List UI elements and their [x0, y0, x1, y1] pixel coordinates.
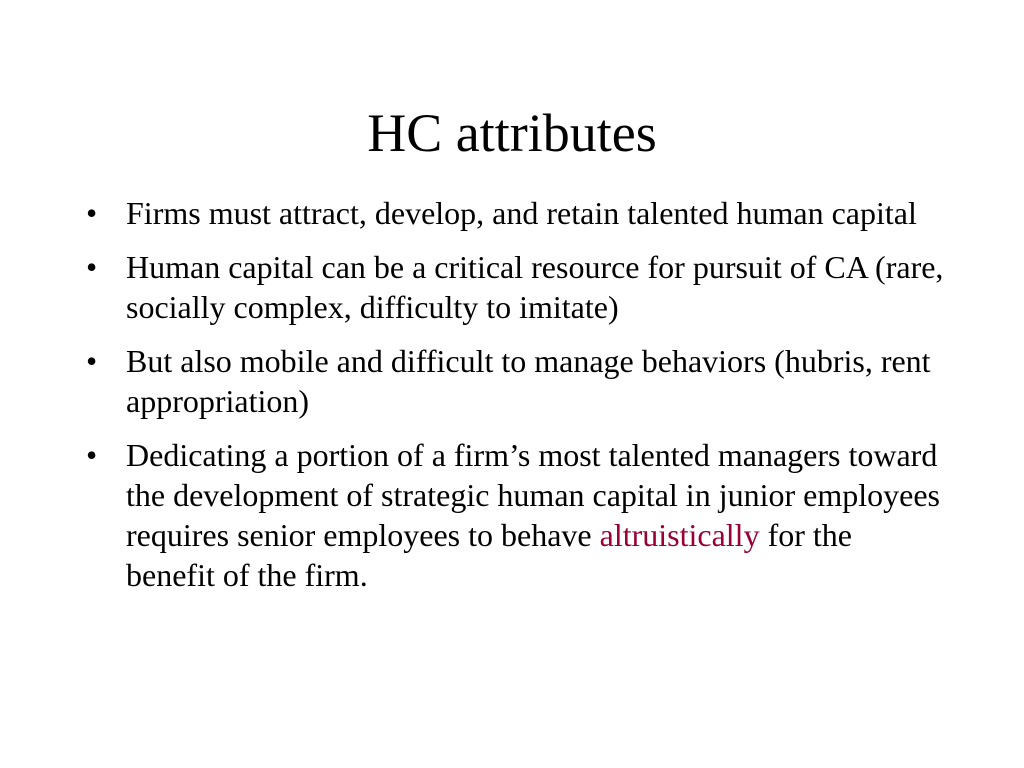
bullet-text: Human capital can be a critical resource for pursuit of CA (rare, socially complex, difficulty to imitate) — [126, 249, 944, 325]
bullet-text — [126, 437, 940, 593]
bullet-list — [86, 193, 946, 609]
bullet-item — [86, 193, 946, 233]
bullet-text-before: Dedicating a portion of a firm’s most talented managers toward the development of strategic human capital in junior employees requires senior employees to behave — [126, 437, 940, 553]
slide-title: HC attributes — [367, 103, 657, 163]
bullet-item — [86, 435, 946, 595]
bullet-icon: • — [86, 343, 98, 379]
bullet-icon: • — [86, 249, 98, 285]
bullet-item — [86, 341, 946, 421]
highlighted-word: altruistically — [599, 517, 760, 553]
bullet-text-after: for the benefit of the firm. — [126, 517, 852, 593]
bullet-item — [86, 247, 946, 327]
bullet-icon: • — [86, 437, 98, 473]
bullet-text: Firms must attract, develop, and retain talented human capital — [126, 195, 917, 231]
bullet-text: But also mobile and difficult to manage behaviors (hubris, rent appropriation) — [126, 343, 931, 419]
bullet-icon: • — [86, 195, 98, 231]
